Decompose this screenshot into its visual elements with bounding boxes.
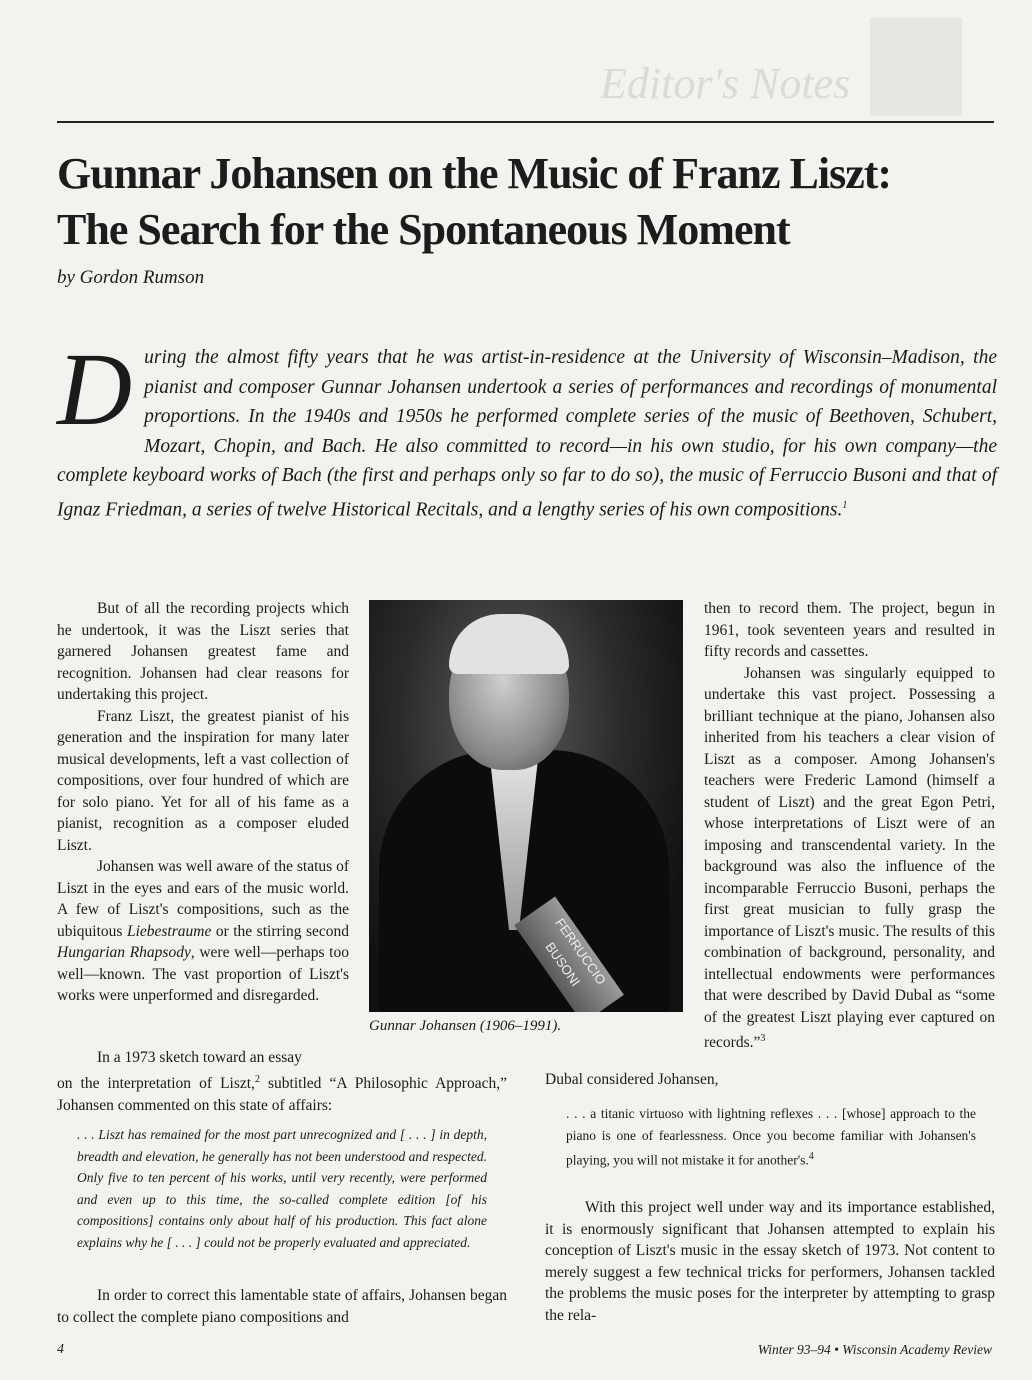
ghost-section-heading: Editor's Notes (600, 59, 851, 108)
left-continuation (57, 1069, 507, 1116)
paragraph: With this project well under way and its importance established, it is enormously significant that Johansen attempted to explain his conception of Liszt's music in the essay sketch of 1973. Not content to merely suggest a few technical tricks for performers, Johansen tackled the problems the music poses for the interpreter by attempting to grasp the rela- (545, 1199, 995, 1324)
running-footer: Winter 93–94 • Wisconsin Academy Review (757, 1342, 992, 1357)
article-title (57, 146, 987, 258)
title-line-2: The Search for the Spontaneous Moment (57, 205, 790, 254)
paragraph: Franz Liszt, the greatest pianist of his generation and the inspiration for many later musical developments, left a vast collection of compositions, over four hundred of which are for solo piano. Yet for all of his fame as a pianist, recognition as a composer eluded Liszt. (57, 707, 349, 854)
intro-paragraph (57, 332, 997, 525)
photo-book: FERRUCCIO BUSONI (514, 897, 624, 1012)
paragraph (704, 663, 995, 1054)
ghost-header-box (870, 18, 962, 116)
text-run: , were well—perhaps too well—known. The vast proportion of Liszt's works were unperformed and disregarded. (57, 944, 349, 1004)
left-closing (57, 1285, 507, 1328)
right-closing (545, 1197, 995, 1326)
italic-title: Liebestraume (126, 922, 212, 940)
drop-cap: D (57, 332, 133, 447)
page-number: 4 (57, 1342, 64, 1357)
photo-caption: Gunnar Johansen (1906–1991). (369, 1018, 562, 1034)
title-line-1: Gunnar Johansen on the Music of Franz Liszt: (57, 149, 892, 198)
block-quote-2 (566, 1103, 976, 1171)
paragraph (57, 856, 349, 1007)
intro-text: uring the almost fifty years that he was artist-in-residence at the University of Wisconsin–Madison, the pianist and composer Gunnar Johansen undertook a series of performances and recordings of monumental proportions. In the 1940s and 1950s he performed complete series of the music of Beethoven, Schubert, Mozart, Chopin, and Bach. He also committed to record—in his own studio, for his own company—the complete keyboard works of Bach (the first and perhaps only so far to do so), the music of Ferruccio Busoni and that of Ignaz Friedman, a series of twelve Historical Recitals, and a lengthy series of his own compositions. (57, 347, 997, 520)
text-run: on the interpretation of Liszt, (57, 1075, 255, 1093)
column-left (57, 598, 349, 1007)
photo-hair (449, 614, 569, 674)
paragraph: But of all the recording projects which he undertook, it was the Liszt series that garnered Johansen greatest fame and recognition. Johansen had clear reasons for undertaking this project. (57, 600, 349, 703)
text-run: subtitled “A Philosophic Approach,” Johansen commented on this state of affairs: (57, 1075, 507, 1114)
column-left-tail (57, 1047, 349, 1069)
footnote-ref-3: 3 (760, 1033, 766, 1044)
text-run: or the stirring second (211, 922, 349, 940)
paragraph: In a 1973 sketch toward an essay (97, 1049, 302, 1066)
text-run: Johansen was well aware of the status of Liszt in the eyes and ears of the music world. A few of Liszt's compositions, such as the ubiquitous (57, 858, 349, 940)
paragraph: then to record them. The project, begun in 1961, took seventeen years and resulted in fifty records and cassettes. (704, 600, 995, 660)
column-right (704, 598, 995, 1054)
text-run: Johansen was singularly equipped to undertake this vast project. Possessing a brilliant technique at the piano, Johansen also inherited from his teachers a clear vision of Liszt as a composer. Among Johansen's teachers were Frederic Lamond (himself a student of Liszt) and the great Egon Petri, whose interpretations of Liszt were of an imposing and transcendental variety. In the background was also the influence of the incomparable Ferruccio Busoni, perhaps the first great musician to fully grasp the importance of Liszt's music. The results of this combination of background, personality, and intellectual endowments were performances that were described by David Dubal as “some of the greatest Liszt playing ever captured on records.” (704, 664, 995, 1052)
block-quote-1: . . . Liszt has remained for the most part unrecognized and [ . . . ] in depth, breadth and elevation, he generally has not been understood and respected. Only five to ten percent of his works, until very recently, were performed and even up to this time, the so-called complete edition [of his compositions] contains only about half of his production. This fact alone explains why he [ . . . ] could not be properly evaluated and appreciated. (77, 1127, 487, 1250)
portrait-photo (369, 600, 683, 1012)
footnote-ref-1: 1 (842, 499, 848, 511)
header-rule (57, 121, 994, 123)
text-run: . . . a titanic virtuoso with lightning reflexes . . . [whose] approach to the piano is one of fearlessness. Once you become familiar with Johansen's playing, you will not mistake it for another's. (566, 1106, 976, 1168)
byline: by Gordon Rumson (57, 267, 205, 288)
italic-title: Hungarian Rhapsody (57, 944, 191, 961)
right-continuation: Dubal considered Johansen, (545, 1071, 719, 1088)
footnote-ref-2: 2 (254, 1074, 260, 1085)
footnote-ref-4: 4 (808, 1151, 814, 1162)
paragraph: In order to correct this lamentable state of affairs, Johansen began to collect the complete piano compositions and (57, 1287, 507, 1326)
